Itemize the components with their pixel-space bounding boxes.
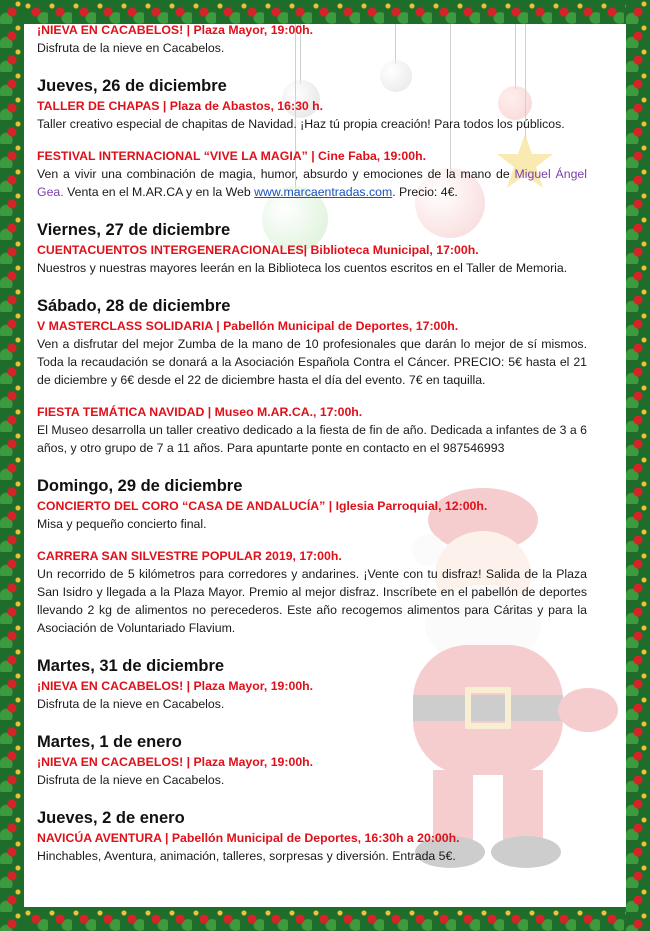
event-title: FESTIVAL INTERNACIONAL “VIVE LA MAGIA” | Cine Faba, 19:00h. bbox=[37, 149, 427, 163]
event-description: Hinchables, Aventura, animación, talleres, sorpresas y diversión. Entrada 5€. bbox=[37, 849, 456, 863]
event-description: Misa y pequeño concierto final. bbox=[37, 517, 207, 531]
description-text: . Precio: 4€. bbox=[392, 185, 458, 199]
description-text: Ven a vivir una combinación de magia, humor, absurdo y emociones de la mano de bbox=[37, 167, 510, 181]
event-title: NAVICÚA AVENTURA | Pabellón Municipal de Deportes, 16:30h a 20:00h. bbox=[37, 831, 460, 845]
event-description: Disfruta de la nieve en Cacabelos. bbox=[37, 41, 225, 55]
holly-border-right bbox=[626, 0, 650, 931]
event-description: Ven a disfrutar del mejor Zumba de la mano de 10 profesionales que darán lo mejor de sí mismos. Toda la recaudación se donará a la Asociación Española Contra el Cáncer. PRECIO: 5€ hasta el 21 de diciembre y 6€ desde el 22 de diciembre hasta el día del evento. 7€ en taquilla. bbox=[37, 337, 587, 387]
day-heading: Martes, 1 de enero bbox=[37, 733, 182, 751]
event-title: ¡NIEVA EN CACABELOS! | Plaza Mayor, 19:00h. bbox=[37, 679, 314, 693]
event-title: ¡NIEVA EN CACABELOS! | Plaza Mayor, 19:00h. bbox=[37, 23, 314, 37]
day-heading: Jueves, 2 de enero bbox=[37, 809, 185, 827]
event-description: El Museo desarrolla un taller creativo dedicado a la fiesta de fin de año. Dedicada a infantes de 3 a 6 años, y otro grupo de 7 a 11 años. Para apuntarte ponte en contacto en el 987546993 bbox=[37, 423, 587, 455]
day-section-1-ene bbox=[37, 731, 587, 789]
day-heading: Martes, 31 de diciembre bbox=[37, 657, 225, 675]
event-title: CARRERA SAN SILVESTRE POPULAR 2019, 17:00h. bbox=[37, 549, 342, 563]
event-title: CONCIERTO DEL CORO “CASA DE ANDALUCÍA” | Iglesia Parroquial, 12:00h. bbox=[37, 499, 488, 513]
event-description: Nuestros y nuestras mayores leerán en la Biblioteca los cuentos escritos en el Taller de Memoria. bbox=[37, 261, 568, 275]
event-description: Disfruta de la nieve en Cacabelos. bbox=[37, 697, 225, 711]
holly-border-left bbox=[0, 0, 24, 931]
performer-name: Miguel Ángel Gea. bbox=[37, 167, 587, 199]
event-description: Disfruta de la nieve en Cacabelos. bbox=[37, 773, 225, 787]
ticket-website-link[interactable]: www.marcaentradas.com bbox=[254, 185, 393, 199]
event-schedule bbox=[37, 21, 587, 865]
day-heading: Viernes, 27 de diciembre bbox=[37, 221, 231, 239]
day-section-29-dic bbox=[37, 475, 587, 637]
day-section-28-dic bbox=[37, 295, 587, 457]
event-title: FIESTA TEMÁTICA NAVIDAD | Museo M.AR.CA., 17:00h. bbox=[37, 405, 363, 419]
day-heading: Sábado, 28 de diciembre bbox=[37, 297, 231, 315]
event-description bbox=[37, 165, 587, 201]
event-description: Taller creativo especial de chapitas de Navidad. ¡Haz tú propia creación! Para todos los públicos. bbox=[37, 117, 565, 131]
event-title: V MASTERCLASS SOLIDARIA | Pabellón Municipal de Deportes, 17:00h. bbox=[37, 319, 459, 333]
description-text: Venta en el M.AR.CA y en la Web bbox=[67, 185, 251, 199]
day-section-26-dic bbox=[37, 75, 587, 201]
event-title: TALLER DE CHAPAS | Plaza de Abastos, 16:30 h. bbox=[37, 99, 324, 113]
event-title: ¡NIEVA EN CACABELOS! | Plaza Mayor, 19:00h. bbox=[37, 755, 314, 769]
event-nieva-top bbox=[37, 21, 587, 57]
event-title: CUENTACUENTOS INTERGENERACIONALES| Biblioteca Municipal, 17:00h. bbox=[37, 243, 479, 257]
day-section-27-dic bbox=[37, 219, 587, 277]
day-heading: Jueves, 26 de diciembre bbox=[37, 77, 227, 95]
day-section-2-ene bbox=[37, 807, 587, 865]
event-description: Un recorrido de 5 kilómetros para corredores y andarines. ¡Vente con tu disfraz! Salida de la Plaza San Isidro y llegada a la Plaza Mayor. Premio al mejor disfraz. Inscríbete en el pabellón de deportes llevando 2 kg de alimentos no perecederos. Este año recogemos alimentos para Cáritas y para la Asociación de Voluntariado Flavium. bbox=[37, 567, 587, 635]
day-heading: Domingo, 29 de diciembre bbox=[37, 477, 243, 495]
holly-border-bottom bbox=[0, 907, 650, 931]
day-section-31-dic bbox=[37, 655, 587, 713]
